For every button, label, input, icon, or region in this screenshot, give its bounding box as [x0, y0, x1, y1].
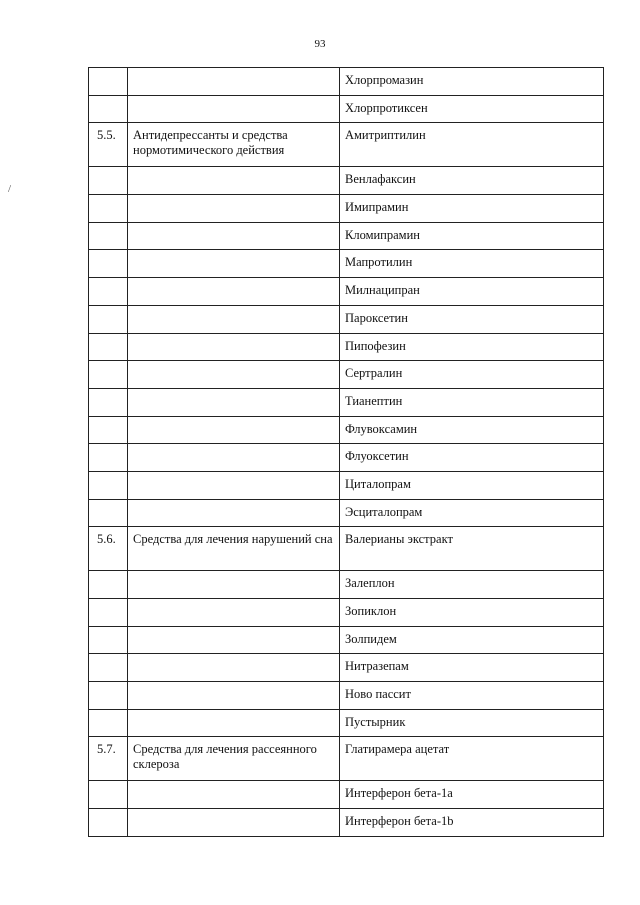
drug-name: Зопиклон: [340, 599, 604, 627]
row-number: [89, 781, 128, 809]
table-row: [89, 167, 604, 195]
drug-group: [128, 68, 340, 96]
row-number: [89, 709, 128, 737]
drug-name: Флувоксамин: [340, 416, 604, 444]
table-row: [89, 626, 604, 654]
drug-name: Венлафаксин: [340, 167, 604, 195]
drug-group: [128, 167, 340, 195]
drug-group: [128, 305, 340, 333]
drug-name: Пароксетин: [340, 305, 604, 333]
drug-name: Амитриптилин: [340, 123, 604, 167]
row-number: [89, 305, 128, 333]
table-row: [89, 499, 604, 527]
drug-table: [88, 67, 604, 837]
drug-name: Циталопрам: [340, 471, 604, 499]
drug-name: Имипрамин: [340, 195, 604, 223]
row-number: 5.7.: [89, 737, 128, 781]
drug-group: [128, 471, 340, 499]
drug-name: Кломипрамин: [340, 222, 604, 250]
table-row: [89, 416, 604, 444]
drug-name: Интерферон бета-1b: [340, 809, 604, 837]
row-number: [89, 809, 128, 837]
table-row: [89, 709, 604, 737]
drug-group: [128, 444, 340, 472]
drug-group: [128, 499, 340, 527]
row-number: 5.5.: [89, 123, 128, 167]
table-row: [89, 68, 604, 96]
row-number: 5.6.: [89, 527, 128, 571]
table-row: [89, 123, 604, 167]
drug-name: Залеплон: [340, 571, 604, 599]
row-number: [89, 654, 128, 682]
table-row: [89, 809, 604, 837]
drug-name: Ново пассит: [340, 682, 604, 710]
drug-group: [128, 571, 340, 599]
row-number: [89, 68, 128, 96]
drug-name: Хлорпромазин: [340, 68, 604, 96]
drug-group: [128, 222, 340, 250]
table-row: [89, 527, 604, 571]
drug-name: Мапротилин: [340, 250, 604, 278]
drug-group: [128, 599, 340, 627]
row-number: [89, 250, 128, 278]
table-row: [89, 471, 604, 499]
drug-name: Пустырник: [340, 709, 604, 737]
row-number: [89, 95, 128, 123]
drug-name: Хлорпротиксен: [340, 95, 604, 123]
drug-name: Пипофезин: [340, 333, 604, 361]
row-number: [89, 682, 128, 710]
table-row: [89, 682, 604, 710]
drug-group: [128, 809, 340, 837]
drug-group: [128, 278, 340, 306]
drug-name: Нитразепам: [340, 654, 604, 682]
row-number: [89, 333, 128, 361]
stray-mark: /: [8, 183, 12, 195]
drug-group: Средства для лечения рассеянного склероза: [128, 737, 340, 781]
row-number: [89, 599, 128, 627]
drug-group: [128, 781, 340, 809]
row-number: [89, 167, 128, 195]
table-row: [89, 95, 604, 123]
drug-name: Флуоксетин: [340, 444, 604, 472]
drug-name: Интерферон бета-1a: [340, 781, 604, 809]
table-row: [89, 444, 604, 472]
table-row: [89, 781, 604, 809]
drug-name: Глатирамера ацетат: [340, 737, 604, 781]
row-number: [89, 361, 128, 389]
row-number: [89, 388, 128, 416]
drug-name: Эсциталопрам: [340, 499, 604, 527]
row-number: [89, 444, 128, 472]
drug-group: Средства для лечения нарушений сна: [128, 527, 340, 571]
drug-group: [128, 250, 340, 278]
table-row: [89, 737, 604, 781]
drug-name: Валерианы экстракт: [340, 527, 604, 571]
row-number: [89, 195, 128, 223]
drug-name: Сертралин: [340, 361, 604, 389]
drug-group: [128, 388, 340, 416]
table-row: [89, 278, 604, 306]
drug-group: [128, 361, 340, 389]
drug-group: [128, 95, 340, 123]
table-row: [89, 250, 604, 278]
table-row: [89, 361, 604, 389]
table-row: [89, 222, 604, 250]
row-number: [89, 416, 128, 444]
row-number: [89, 222, 128, 250]
drug-group: [128, 709, 340, 737]
drug-group: Антидепрессанты и средства нормотимического действия: [128, 123, 340, 167]
row-number: [89, 278, 128, 306]
drug-group: [128, 195, 340, 223]
table-row: [89, 571, 604, 599]
row-number: [89, 626, 128, 654]
drug-group: [128, 682, 340, 710]
row-number: [89, 499, 128, 527]
table-row: [89, 333, 604, 361]
drug-group: [128, 416, 340, 444]
row-number: [89, 571, 128, 599]
page-number: 93: [314, 38, 326, 50]
drug-group: [128, 626, 340, 654]
drug-group: [128, 654, 340, 682]
table-row: [89, 654, 604, 682]
drug-group: [128, 333, 340, 361]
table-row: [89, 195, 604, 223]
drug-name: Тианептин: [340, 388, 604, 416]
table-row: [89, 599, 604, 627]
row-number: [89, 471, 128, 499]
drug-name: Милнаципран: [340, 278, 604, 306]
drug-name: Золпидем: [340, 626, 604, 654]
table-row: [89, 305, 604, 333]
table-row: [89, 388, 604, 416]
